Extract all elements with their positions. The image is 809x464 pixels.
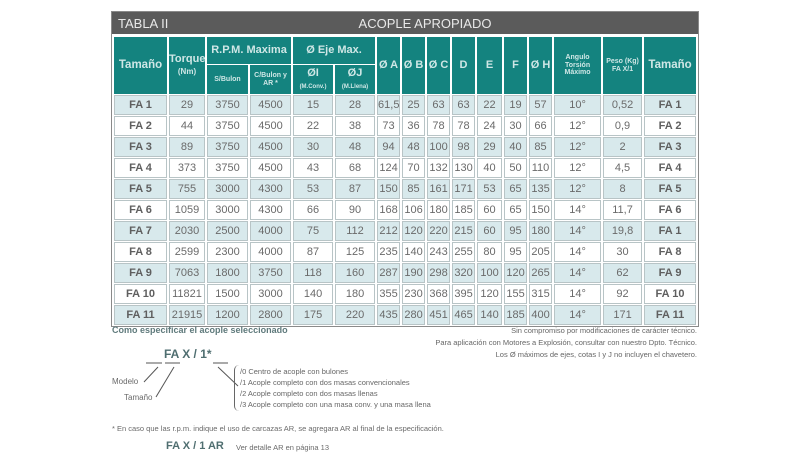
value-cell: 171 <box>603 305 642 325</box>
value-cell: 90 <box>335 200 375 220</box>
value-cell: 65 <box>504 179 527 199</box>
value-cell: 355 <box>377 284 400 304</box>
value-cell: 465 <box>452 305 475 325</box>
header-oc: Ø C <box>427 37 450 94</box>
value-cell: 235 <box>377 242 400 262</box>
value-cell: 180 <box>529 221 552 241</box>
value-cell: 171 <box>452 179 475 199</box>
value-cell: 78 <box>427 116 450 136</box>
value-cell: 12° <box>554 137 601 157</box>
value-cell: 87 <box>293 242 333 262</box>
value-cell: 124 <box>377 158 400 178</box>
value-cell: 280 <box>402 305 425 325</box>
value-cell: 28 <box>335 95 375 115</box>
torque-unit: (Nm) <box>177 66 197 76</box>
header-tamano: Tamaño <box>114 37 167 94</box>
value-cell: 287 <box>377 263 400 283</box>
value-cell: 400 <box>529 305 552 325</box>
spec-code: FA X / 1* <box>164 347 212 361</box>
value-cell: 14° <box>554 221 601 241</box>
value-cell: 87 <box>335 179 375 199</box>
value-cell: 4500 <box>250 158 291 178</box>
value-cell: 63 <box>452 95 475 115</box>
value-cell: 255 <box>452 242 475 262</box>
value-cell: 94 <box>377 137 400 157</box>
option-item: /0 Centro de acople con bulones <box>240 367 348 376</box>
table-row <box>114 305 696 325</box>
value-cell: 118 <box>293 263 333 283</box>
value-cell: 265 <box>529 263 552 283</box>
header-torque <box>169 37 205 94</box>
value-cell: 2500 <box>207 221 248 241</box>
table-row <box>114 221 696 241</box>
value-cell: 53 <box>477 179 502 199</box>
value-cell: 2030 <box>169 221 205 241</box>
table-row <box>114 95 696 115</box>
value-cell: 62 <box>603 263 642 283</box>
coupling-table <box>111 11 699 327</box>
value-cell: 30 <box>293 137 333 157</box>
value-cell: 755 <box>169 179 205 199</box>
header-rpm: R.P.M. Maxima <box>207 37 291 64</box>
value-cell: 25 <box>402 95 425 115</box>
value-cell: 451 <box>427 305 450 325</box>
size-cell: FA 1 <box>114 95 167 115</box>
header-oh: Ø H <box>529 37 552 94</box>
header-oi <box>293 65 333 94</box>
note-2: Para aplicación con Motores a Explosión, consultar con nuestro Dpto. Técnico. <box>435 338 697 347</box>
size-cell: FA 9 <box>644 263 696 283</box>
size-cell: FA 4 <box>114 158 167 178</box>
header-c-bulon: C/Bulon y AR * <box>250 65 291 94</box>
value-cell: 112 <box>335 221 375 241</box>
value-cell: 4300 <box>250 179 291 199</box>
value-cell: 4,5 <box>603 158 642 178</box>
table-row <box>114 179 696 199</box>
value-cell: 4300 <box>250 200 291 220</box>
value-cell: 38 <box>335 116 375 136</box>
value-cell: 80 <box>477 242 502 262</box>
header-ob: Ø B <box>402 37 425 94</box>
value-cell: 14° <box>554 305 601 325</box>
header-oj <box>335 65 375 94</box>
size-cell: FA 2 <box>644 116 696 136</box>
size-cell: FA 5 <box>114 179 167 199</box>
value-cell: 95 <box>504 242 527 262</box>
size-cell: FA 8 <box>644 242 696 262</box>
value-cell: 368 <box>427 284 450 304</box>
value-cell: 180 <box>335 284 375 304</box>
options-brace <box>234 365 239 411</box>
value-cell: 19 <box>504 95 527 115</box>
value-cell: 40 <box>504 137 527 157</box>
value-cell: 125 <box>335 242 375 262</box>
table-row <box>114 116 696 136</box>
table-row <box>114 158 696 178</box>
value-cell: 150 <box>529 200 552 220</box>
value-cell: 315 <box>529 284 552 304</box>
value-cell: 53 <box>293 179 333 199</box>
value-cell: 3750 <box>207 158 248 178</box>
value-cell: 40 <box>477 158 502 178</box>
value-cell: 11821 <box>169 284 205 304</box>
value-cell: 15 <box>293 95 333 115</box>
label-modelo: Modelo <box>112 377 139 386</box>
value-cell: 12° <box>554 116 601 136</box>
value-cell: 120 <box>477 284 502 304</box>
header-s-bulon: S/Bulon <box>207 65 248 94</box>
table-title-bar <box>112 12 698 36</box>
value-cell: 73 <box>377 116 400 136</box>
value-cell: 61,5 <box>377 95 400 115</box>
size-cell: FA 10 <box>644 284 696 304</box>
oi-label: ØI <box>307 66 319 79</box>
value-cell: 36 <box>402 116 425 136</box>
size-cell: FA 7 <box>114 221 167 241</box>
value-cell: 150 <box>377 179 400 199</box>
value-cell: 4500 <box>250 95 291 115</box>
table-number: TABLA II <box>118 16 169 31</box>
value-cell: 85 <box>402 179 425 199</box>
option-item: /3 Acople completo con una masa conv. y una masa llena <box>240 400 431 409</box>
value-cell: 29 <box>169 95 205 115</box>
value-cell: 3000 <box>207 179 248 199</box>
table-row <box>114 200 696 220</box>
value-cell: 92 <box>603 284 642 304</box>
size-cell: FA 10 <box>114 284 167 304</box>
value-cell: 89 <box>169 137 205 157</box>
value-cell: 100 <box>477 263 502 283</box>
value-cell: 140 <box>293 284 333 304</box>
header-eje: Ø Eje Max. <box>293 37 375 64</box>
value-cell: 85 <box>529 137 552 157</box>
value-cell: 48 <box>402 137 425 157</box>
note-1: Sin compromiso por modificaciones de carácter técnico. <box>511 326 697 335</box>
value-cell: 75 <box>293 221 333 241</box>
footnote: * En caso que las r.p.m. indique el uso de carcazas AR, se agregara AR al final de la especificación. <box>112 424 444 433</box>
value-cell: 110 <box>529 158 552 178</box>
value-cell: 8 <box>603 179 642 199</box>
label-tamano: Tamaño <box>124 393 153 402</box>
options-list <box>240 366 431 410</box>
header-f: F <box>504 37 527 94</box>
value-cell: 2 <box>603 137 642 157</box>
value-cell: 2599 <box>169 242 205 262</box>
value-cell: 175 <box>293 305 333 325</box>
value-cell: 3000 <box>207 200 248 220</box>
value-cell: 11,7 <box>603 200 642 220</box>
spec-heading: Como especificar el acople seleccionado <box>112 325 288 335</box>
value-cell: 66 <box>529 116 552 136</box>
value-cell: 160 <box>335 263 375 283</box>
size-cell: FA 2 <box>114 116 167 136</box>
size-cell: FA 9 <box>114 263 167 283</box>
value-cell: 3750 <box>207 137 248 157</box>
value-cell: 0,52 <box>603 95 642 115</box>
header-angulo: Angulo Torsión Máximo <box>554 37 601 94</box>
note-3: Los Ø máximos de ejes, cotas I y J no incluyen el chavetero. <box>495 350 697 359</box>
value-cell: 4500 <box>250 116 291 136</box>
torque-label: Torque <box>169 52 206 65</box>
value-cell: 140 <box>477 305 502 325</box>
value-cell: 4000 <box>250 242 291 262</box>
value-cell: 212 <box>377 221 400 241</box>
ar-note: Ver detalle AR en página 13 <box>236 443 329 452</box>
value-cell: 120 <box>504 263 527 283</box>
header-e: E <box>477 37 502 94</box>
value-cell: 3750 <box>207 116 248 136</box>
value-cell: 60 <box>477 221 502 241</box>
value-cell: 48 <box>335 137 375 157</box>
value-cell: 1500 <box>207 284 248 304</box>
value-cell: 44 <box>169 116 205 136</box>
value-cell: 0,9 <box>603 116 642 136</box>
size-cell: FA 11 <box>644 305 696 325</box>
value-cell: 2300 <box>207 242 248 262</box>
value-cell: 12° <box>554 179 601 199</box>
value-cell: 298 <box>427 263 450 283</box>
value-cell: 3750 <box>207 95 248 115</box>
value-cell: 1200 <box>207 305 248 325</box>
value-cell: 435 <box>377 305 400 325</box>
table-row <box>114 263 696 283</box>
size-cell: FA 8 <box>114 242 167 262</box>
value-cell: 50 <box>504 158 527 178</box>
value-cell: 373 <box>169 158 205 178</box>
value-cell: 66 <box>293 200 333 220</box>
value-cell: 14° <box>554 242 601 262</box>
size-cell: FA 4 <box>644 158 696 178</box>
value-cell: 230 <box>402 284 425 304</box>
value-cell: 3750 <box>250 263 291 283</box>
value-cell: 395 <box>452 284 475 304</box>
value-cell: 135 <box>529 179 552 199</box>
value-cell: 14° <box>554 200 601 220</box>
value-cell: 30 <box>603 242 642 262</box>
value-cell: 24 <box>477 116 502 136</box>
value-cell: 22 <box>293 116 333 136</box>
value-cell: 22 <box>477 95 502 115</box>
value-cell: 1059 <box>169 200 205 220</box>
value-cell: 120 <box>402 221 425 241</box>
table-row <box>114 137 696 157</box>
size-cell: FA 11 <box>114 305 167 325</box>
value-cell: 14° <box>554 284 601 304</box>
value-cell: 168 <box>377 200 400 220</box>
value-cell: 60 <box>477 200 502 220</box>
value-cell: 180 <box>427 200 450 220</box>
value-cell: 205 <box>529 242 552 262</box>
value-cell: 14° <box>554 263 601 283</box>
size-cell: FA 3 <box>114 137 167 157</box>
header-oa: Ø A <box>377 37 400 94</box>
value-cell: 132 <box>427 158 450 178</box>
value-cell: 155 <box>504 284 527 304</box>
value-cell: 140 <box>402 242 425 262</box>
value-cell: 29 <box>477 137 502 157</box>
value-cell: 65 <box>504 200 527 220</box>
value-cell: 78 <box>452 116 475 136</box>
table-title: ACOPLE APROPIADO <box>358 16 492 31</box>
value-cell: 95 <box>504 221 527 241</box>
value-cell: 220 <box>335 305 375 325</box>
size-cell: FA 6 <box>114 200 167 220</box>
spec-code-ar: FA X / 1 AR <box>166 440 224 452</box>
value-cell: 57 <box>529 95 552 115</box>
value-cell: 21915 <box>169 305 205 325</box>
value-cell: 1800 <box>207 263 248 283</box>
value-cell: 4500 <box>250 137 291 157</box>
option-item: /2 Acople completo con dos masas llenas <box>240 389 378 398</box>
value-cell: 320 <box>452 263 475 283</box>
value-cell: 70 <box>402 158 425 178</box>
value-cell: 2800 <box>250 305 291 325</box>
value-cell: 4000 <box>250 221 291 241</box>
value-cell: 161 <box>427 179 450 199</box>
value-cell: 30 <box>504 116 527 136</box>
value-cell: 10° <box>554 95 601 115</box>
value-cell: 185 <box>452 200 475 220</box>
value-cell: 243 <box>427 242 450 262</box>
value-cell: 220 <box>427 221 450 241</box>
value-cell: 100 <box>427 137 450 157</box>
specs-table <box>112 36 698 326</box>
value-cell: 3000 <box>250 284 291 304</box>
value-cell: 12° <box>554 158 601 178</box>
value-cell: 106 <box>402 200 425 220</box>
size-cell: FA 6 <box>644 200 696 220</box>
size-cell: FA 1 <box>644 95 696 115</box>
oi-sub: (M.Conv.) <box>299 83 327 90</box>
header-peso: Peso (Kg) FA X/1 <box>603 37 642 94</box>
option-item: /1 Acople completo con dos masas convencionales <box>240 378 410 387</box>
value-cell: 43 <box>293 158 333 178</box>
value-cell: 130 <box>452 158 475 178</box>
oj-sub: (M.Llena) <box>341 83 369 90</box>
size-cell: FA 1 <box>644 221 696 241</box>
oj-label: ØJ <box>347 66 363 79</box>
table-row <box>114 242 696 262</box>
size-cell: FA 3 <box>644 137 696 157</box>
table-row <box>114 284 696 304</box>
value-cell: 19,8 <box>603 221 642 241</box>
size-cell: FA 5 <box>644 179 696 199</box>
value-cell: 7063 <box>169 263 205 283</box>
header-tamano-2: Tamaño <box>644 37 696 94</box>
notes <box>435 325 697 361</box>
header-d: D <box>452 37 475 94</box>
value-cell: 185 <box>504 305 527 325</box>
value-cell: 98 <box>452 137 475 157</box>
value-cell: 215 <box>452 221 475 241</box>
value-cell: 68 <box>335 158 375 178</box>
value-cell: 63 <box>427 95 450 115</box>
value-cell: 190 <box>402 263 425 283</box>
